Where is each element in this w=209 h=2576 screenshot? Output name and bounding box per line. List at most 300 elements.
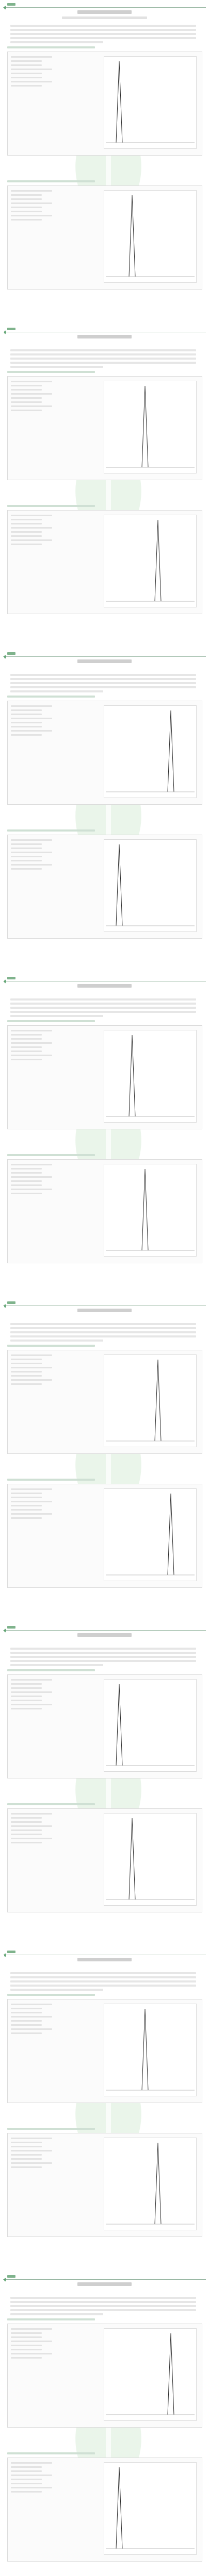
chromatogram-frame	[104, 515, 197, 607]
chromatogram-plot	[104, 1164, 197, 1257]
chromatogram-frame	[104, 1489, 197, 1581]
chromatogram	[104, 2004, 197, 2098]
report-panel	[7, 1808, 202, 1912]
report-header-line	[11, 1050, 42, 1052]
report-header-line	[11, 397, 42, 399]
document-page	[0, 1298, 209, 1623]
body-text-line	[10, 1664, 103, 1666]
page-header	[3, 976, 206, 981]
chromatogram-frame	[104, 1030, 197, 1123]
chromatogram	[104, 1164, 197, 1259]
chromatogram	[104, 1030, 197, 1125]
report-header-line	[11, 2483, 42, 2484]
body-text-line	[10, 682, 196, 684]
report-header-line	[11, 1842, 42, 1843]
company-heading-line	[77, 10, 132, 14]
body-text-line	[10, 690, 103, 692]
report-header-line	[11, 2470, 42, 2472]
report-header-line	[11, 2138, 52, 2139]
report-header-line	[11, 519, 42, 520]
logo-wordmark	[7, 2275, 15, 2278]
logo-wordmark	[7, 1951, 15, 1953]
report-header-line	[11, 705, 52, 707]
report-header-line	[11, 1168, 42, 1170]
document-page	[0, 325, 209, 649]
report-header-line	[11, 202, 52, 204]
report-header-line	[11, 194, 42, 196]
chromatogram-frame	[104, 1355, 197, 1447]
report-header-line	[11, 714, 42, 715]
chromatogram-plot	[104, 190, 197, 283]
report-header-line	[11, 1696, 42, 1697]
figure-caption-line	[7, 180, 95, 182]
chromatogram-frame	[104, 706, 197, 798]
page-header	[3, 1950, 206, 1955]
company-heading-line	[77, 1633, 132, 1637]
report-header-line	[11, 1189, 52, 1190]
figure-caption-line	[7, 696, 95, 698]
logo-wordmark	[7, 1626, 15, 1629]
report-header-line	[11, 2341, 52, 2342]
report-header-line	[11, 2154, 42, 2156]
figure-caption-line	[7, 505, 95, 507]
report-header-line	[11, 2487, 52, 2488]
report-header-line	[11, 2353, 52, 2354]
report-header-line	[11, 405, 52, 407]
logo-wordmark	[7, 652, 15, 655]
report-header-line	[11, 1825, 52, 1827]
chromatogram	[104, 839, 197, 934]
report-header-lines	[11, 190, 57, 223]
report-header-line	[11, 2345, 42, 2346]
company-heading-line	[77, 984, 132, 988]
body-text-line	[10, 366, 103, 368]
report-header-line	[11, 1501, 52, 1502]
report-header-line	[11, 1379, 52, 1381]
report-panel	[7, 2324, 202, 2428]
report-header-line	[11, 1687, 42, 1689]
report-header-line	[11, 1059, 42, 1060]
report-header-lines	[11, 515, 57, 548]
report-header-line	[11, 1505, 42, 1506]
figure-caption-line	[7, 1345, 95, 1347]
report-header-line	[11, 856, 42, 857]
report-header-line	[11, 69, 52, 70]
chromatogram	[104, 381, 197, 476]
chromatogram-frame	[104, 191, 197, 283]
report-header-line	[11, 1829, 42, 1831]
report-header-line	[11, 2004, 52, 2005]
chromatogram-plot	[104, 705, 197, 798]
chromatogram-plot	[104, 381, 197, 473]
report-header-line	[11, 410, 42, 411]
body-text-line	[10, 1648, 196, 1650]
report-panel	[7, 510, 202, 614]
report-header-line	[11, 1046, 42, 1048]
leaf-logo-icon	[3, 1304, 7, 1308]
report-header-line	[11, 1193, 42, 1194]
report-panel	[7, 1159, 202, 1263]
figure-caption-line	[7, 2318, 95, 2320]
body-text-line	[10, 37, 196, 39]
document-page	[0, 974, 209, 1298]
chromatogram	[104, 2138, 197, 2232]
report-header-line	[11, 2032, 42, 2034]
chromatogram-plot	[104, 2138, 197, 2230]
chromatogram	[104, 2328, 197, 2423]
report-header-line	[11, 215, 52, 216]
chromatogram-plot	[104, 2004, 197, 2096]
leaf-logo-icon	[3, 1953, 7, 1957]
body-text-line	[10, 1989, 103, 1991]
body-text-line	[10, 1327, 196, 1329]
chromatogram-plot	[104, 1679, 197, 1772]
report-header-line	[11, 1371, 42, 1372]
report-header-line	[11, 207, 42, 208]
report-header-line	[11, 56, 52, 58]
body-text-line	[10, 349, 196, 351]
page-header	[3, 327, 206, 332]
chromatogram-frame	[104, 381, 197, 473]
report-header-line	[11, 85, 42, 87]
body-text-line	[10, 686, 196, 688]
report-panel	[7, 1025, 202, 1129]
report-header-line	[11, 848, 42, 849]
report-panel	[7, 1674, 202, 1778]
body-text-line	[10, 2305, 196, 2307]
report-header-line	[11, 1383, 42, 1385]
report-header-line	[11, 2332, 42, 2334]
report-header-line	[11, 2012, 42, 2013]
report-header-line	[11, 1509, 42, 1511]
report-header-line	[11, 1488, 52, 1490]
report-header-lines	[11, 839, 57, 872]
body-text-line	[10, 41, 103, 43]
body-text-line	[10, 1335, 196, 1337]
body-text-line	[10, 1003, 196, 1005]
chromatogram	[104, 1488, 197, 1583]
chromatogram-frame	[104, 1814, 197, 1906]
report-header-line	[11, 401, 42, 403]
report-panel	[7, 835, 202, 939]
body-text-line	[10, 1972, 196, 1974]
document-page	[0, 1623, 209, 1947]
report-header-line	[11, 1817, 42, 1819]
chromatogram-plot	[104, 1488, 197, 1581]
report-header-line	[11, 839, 52, 841]
report-header-line	[11, 535, 42, 537]
figure-caption-line	[7, 1803, 95, 1805]
report-header-line	[11, 718, 52, 719]
figure-caption-line	[7, 1994, 95, 1996]
report-header-line	[11, 1493, 42, 1494]
document-page	[0, 1947, 209, 2272]
report-header-line	[11, 190, 52, 192]
report-header-line	[11, 1517, 42, 1519]
report-header-line	[11, 860, 42, 861]
figure-caption-line	[7, 1669, 95, 1671]
report-header-line	[11, 523, 42, 524]
report-panel	[7, 2458, 202, 2562]
report-header-line	[11, 1030, 52, 1031]
chromatogram-plot	[104, 839, 197, 932]
report-header-line	[11, 709, 42, 711]
figure-caption-line	[7, 1479, 95, 1481]
report-panel	[7, 52, 202, 156]
body-text-line	[10, 1340, 103, 1342]
body-text-line	[10, 1976, 196, 1978]
report-header-line	[11, 1176, 52, 1178]
report-header-line	[11, 2349, 42, 2350]
chromatogram	[104, 1679, 197, 1774]
report-header-line	[11, 1834, 42, 1835]
logo-wordmark	[7, 1301, 15, 1304]
report-header-line	[11, 722, 42, 723]
chromatogram-plot	[104, 2328, 197, 2421]
body-text-line	[10, 1980, 196, 1982]
report-header-line	[11, 1821, 42, 1823]
report-header-lines	[11, 1354, 57, 1387]
report-header-line	[11, 1375, 42, 1377]
body-text-line	[10, 1660, 196, 1662]
page-header	[3, 1625, 206, 1631]
report-header-line	[11, 1691, 52, 1693]
chromatogram-plot	[104, 1030, 197, 1123]
chromatogram-plot	[104, 2462, 197, 2555]
report-panel	[7, 185, 202, 290]
report-header-line	[11, 1055, 52, 1056]
report-header-line	[11, 2475, 52, 2476]
leaf-logo-icon	[3, 655, 7, 659]
report-header-line	[11, 1700, 42, 1701]
body-text-line	[10, 2309, 196, 2311]
report-header-lines	[11, 2138, 57, 2171]
body-text-line	[10, 998, 196, 1001]
report-header-line	[11, 1184, 42, 1186]
body-text-line	[10, 353, 196, 355]
chromatogram-frame	[104, 1164, 197, 1257]
report-header-line	[11, 2024, 42, 2026]
report-header-line	[11, 544, 42, 545]
figure-caption-line	[7, 46, 95, 48]
report-header-line	[11, 1354, 52, 1356]
figure-caption-line	[7, 2128, 95, 2130]
chromatogram-plot	[104, 1813, 197, 1906]
report-header-line	[11, 385, 42, 386]
company-heading-line	[77, 659, 132, 663]
report-header-lines	[11, 2328, 57, 2361]
body-text-line	[10, 1652, 196, 1654]
report-header-line	[11, 211, 42, 212]
report-header-line	[11, 1180, 42, 1182]
figure-caption-line	[7, 2452, 95, 2454]
body-text-line	[10, 1011, 196, 1013]
report-panel	[7, 1999, 202, 2103]
chromatogram-plot	[104, 56, 197, 149]
report-header-line	[11, 381, 52, 382]
chromatogram	[104, 1354, 197, 1449]
report-header-line	[11, 2328, 52, 2330]
company-heading-line	[77, 1309, 132, 1312]
document-title-line	[62, 16, 147, 19]
company-heading-line	[77, 335, 132, 338]
chromatogram	[104, 56, 197, 151]
report-header-line	[11, 2466, 42, 2468]
report-header-line	[11, 219, 42, 221]
page-header	[3, 2274, 206, 2280]
chromatogram-plot	[104, 1354, 197, 1447]
report-header-line	[11, 1683, 42, 1685]
figure-caption-line	[7, 371, 95, 373]
report-header-lines	[11, 2004, 57, 2037]
report-panel	[7, 376, 202, 480]
report-header-line	[11, 531, 42, 533]
chromatogram-frame	[104, 2138, 197, 2230]
body-text-line	[10, 362, 196, 364]
chromatogram	[104, 1813, 197, 1908]
report-header-line	[11, 1708, 42, 1709]
report-header-line	[11, 726, 42, 727]
report-header-line	[11, 868, 42, 870]
report-header-line	[11, 60, 42, 62]
report-header-line	[11, 2028, 52, 2030]
report-header-line	[11, 1838, 52, 1839]
report-header-line	[11, 864, 52, 866]
body-text-line	[10, 674, 196, 676]
report-header-line	[11, 73, 42, 74]
body-text-line	[10, 358, 196, 360]
report-header-line	[11, 2166, 42, 2168]
leaf-logo-icon	[3, 2278, 7, 2282]
report-header-lines	[11, 56, 57, 89]
report-header-line	[11, 1038, 42, 1040]
report-header-lines	[11, 1813, 57, 1846]
document-page	[0, 2272, 209, 2576]
report-header-line	[11, 1679, 52, 1681]
report-header-lines	[11, 1679, 57, 1712]
report-header-line	[11, 64, 42, 66]
report-header-lines	[11, 705, 57, 738]
report-header-line	[11, 1704, 52, 1705]
page-header	[3, 651, 206, 657]
report-header-line	[11, 2336, 42, 2338]
report-header-line	[11, 2158, 42, 2160]
report-header-line	[11, 1172, 42, 1174]
report-header-line	[11, 1359, 42, 1360]
body-text-line	[10, 33, 196, 35]
leaf-logo-icon	[3, 330, 7, 334]
figure-caption-line	[7, 829, 95, 832]
report-header-line	[11, 527, 52, 529]
report-header-lines	[11, 1488, 57, 1521]
figure-caption-line	[7, 1020, 95, 1022]
report-panel	[7, 701, 202, 805]
chromatogram	[104, 515, 197, 609]
report-header-lines	[11, 1030, 57, 1063]
report-header-lines	[11, 2462, 57, 2495]
body-text-line	[10, 2301, 196, 2303]
body-text-line	[10, 1331, 196, 1333]
chromatogram-frame	[104, 2329, 197, 2421]
report-header-line	[11, 1042, 52, 1044]
report-header-line	[11, 2491, 42, 2493]
report-header-line	[11, 1164, 52, 1165]
report-panel	[7, 2133, 202, 2237]
report-panel	[7, 1350, 202, 1454]
company-heading-line	[77, 2282, 132, 2286]
report-header-line	[11, 539, 52, 541]
report-header-lines	[11, 1164, 57, 1197]
body-text-line	[10, 1656, 196, 1658]
report-header-line	[11, 730, 52, 732]
report-header-line	[11, 1363, 42, 1364]
logo-wordmark	[7, 977, 15, 979]
body-text-line	[10, 1007, 196, 1009]
report-header-line	[11, 2008, 42, 2009]
report-header-line	[11, 734, 42, 736]
chromatogram	[104, 705, 197, 800]
body-text-line	[10, 25, 196, 27]
report-header-line	[11, 1034, 42, 1036]
report-header-line	[11, 77, 42, 78]
chromatogram	[104, 2462, 197, 2557]
report-header-line	[11, 2016, 52, 2018]
report-header-line	[11, 389, 42, 391]
report-header-line	[11, 1813, 52, 1815]
report-header-line	[11, 2462, 52, 2464]
body-text-line	[10, 1015, 103, 1017]
report-header-line	[11, 515, 52, 516]
report-header-line	[11, 2479, 42, 2480]
report-header-line	[11, 2357, 42, 2359]
report-header-line	[11, 81, 52, 82]
report-header-lines	[11, 381, 57, 414]
chromatogram	[104, 190, 197, 285]
body-text-line	[10, 678, 196, 680]
document-page	[0, 0, 209, 325]
chromatogram-plot	[104, 515, 197, 607]
leaf-logo-icon	[3, 6, 7, 10]
chromatogram-frame	[104, 2004, 197, 2096]
report-header-line	[11, 2162, 52, 2164]
body-text-line	[10, 29, 196, 31]
company-heading-line	[77, 1958, 132, 1961]
report-header-line	[11, 1497, 42, 1498]
body-text-line	[10, 1323, 196, 1325]
body-text-line	[10, 2297, 196, 2299]
report-header-line	[11, 2150, 52, 2151]
page-header	[3, 1300, 206, 1306]
report-header-line	[11, 843, 42, 845]
leaf-logo-icon	[3, 979, 7, 984]
report-header-line	[11, 1513, 52, 1515]
report-header-line	[11, 2146, 42, 2147]
report-header-line	[11, 198, 42, 200]
body-text-line	[10, 1985, 196, 1987]
report-header-line	[11, 2020, 42, 2022]
logo-wordmark	[7, 3, 15, 6]
report-panel	[7, 1484, 202, 1588]
report-header-line	[11, 852, 52, 853]
report-header-line	[11, 393, 52, 395]
figure-caption-line	[7, 1154, 95, 1156]
report-header-line	[11, 2142, 42, 2143]
document-page	[0, 649, 209, 974]
leaf-logo-icon	[3, 1629, 7, 1633]
logo-wordmark	[7, 328, 15, 330]
page-header	[3, 2, 206, 8]
body-text-line	[10, 2313, 103, 2315]
